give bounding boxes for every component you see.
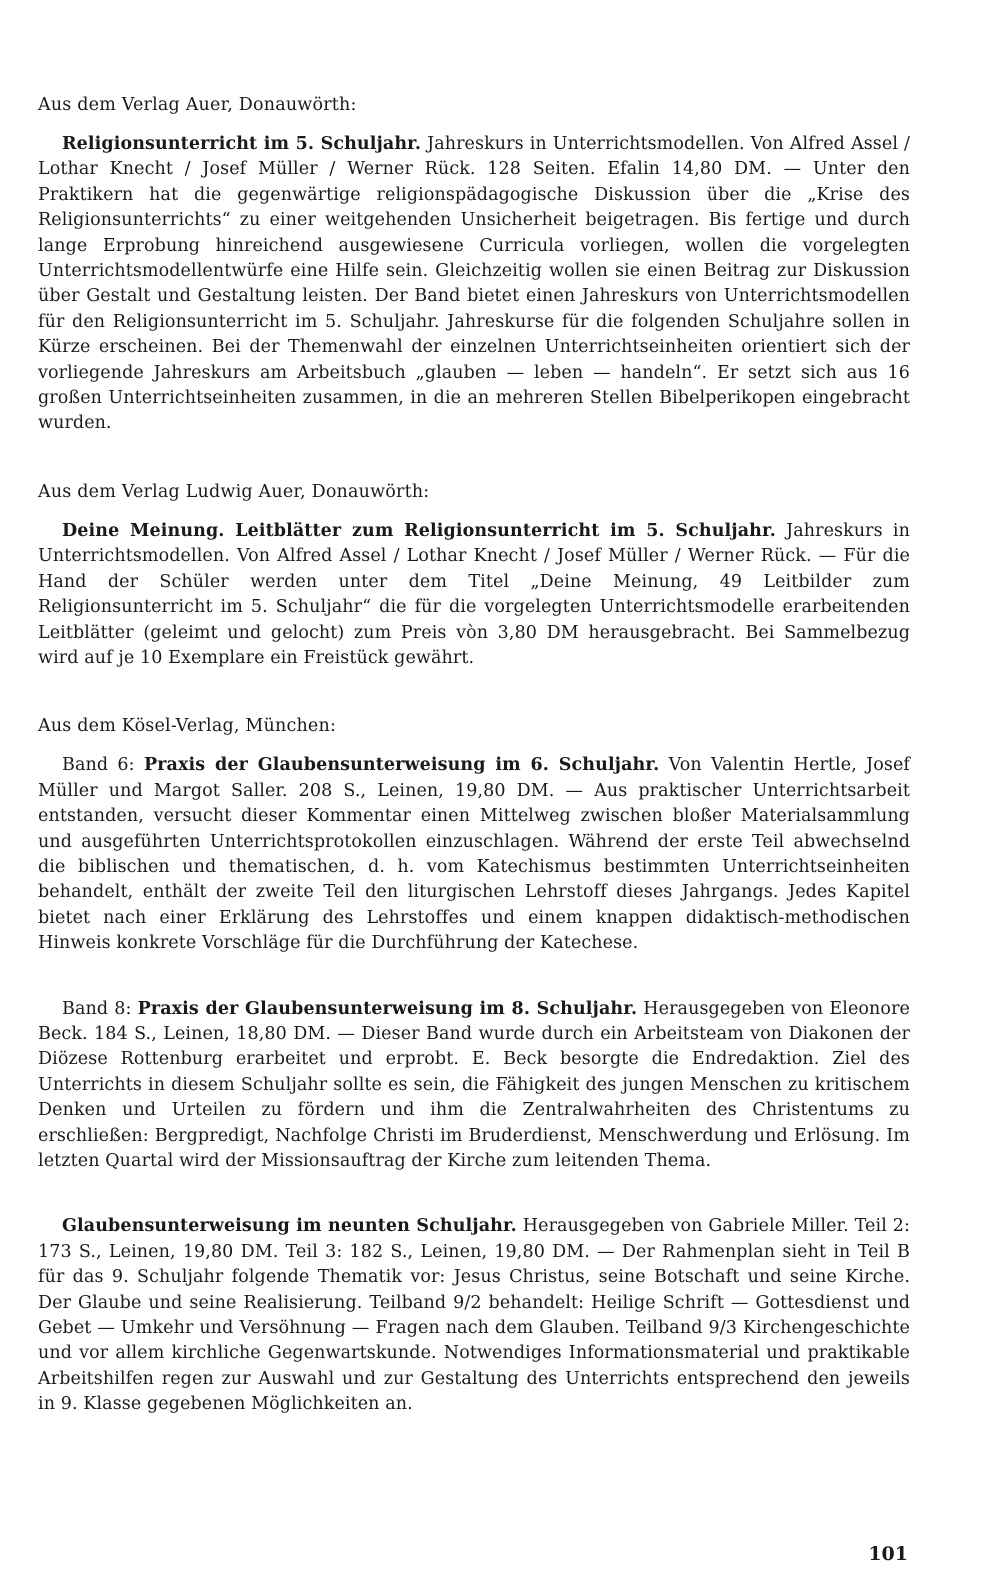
- publisher-heading: Aus dem Verlag Ludwig Auer, Donauwörth:: [38, 481, 430, 502]
- book-title: Praxis der Glaubensunterweisung im 8. Schuljahr.: [137, 998, 638, 1019]
- book-description: Jahreskurs in Unterrichtsmodellen. Von Alfred Assel / Lothar Knecht / Josef Müller / Werner Rück. 128 Seiten. Efalin 14,80 DM. — Unter den Praktikern hat die gegenwärtige religionspädagogische Diskussion über die „Krise des Religionsunterrichts“ zu einer weitgehenden Unsicherheit beigetragen. Bis fertige und durch lange Erprobung hinreichend ausgewiesene Curricula vorliegen, wollen die vorgelegten Unterrichtsmodellentwürfe eine Hilfe sein. Gleichzeitig wollen sie einen Beitrag zur Diskussion über Gestalt und Gestaltung leisten. Der Band bietet einen Jahreskurs von Unterrichtsmodellen für den Religionsunterricht im 5. Schuljahr. Jahreskurse für die folgenden Schuljahre sollen in Kürze erscheinen. Bei der Themenwahl der einzelnen Unterrichtseinheiten orientiert sich der vorliegende Jahreskurs am Arbeitsbuch „glauben — leben — handeln“. Er setzt sich aus 16 großen Unterrichtseinheiten zusammen, in die an mehreren Stellen Bibelperikopen eingebracht wurden.: [38, 134, 911, 434]
- book-description: Von Valentin Hertle, Josef Müller und Margot Saller. 208 S., Leinen, 19,80 DM. — Aus praktischer Unterrichtsarbeit entstanden, versucht dieser Kommentar einen Mittelweg zwischen bloßer Materialsammlung und ausgeführten Unterrichtsprotokollen einzuschlagen. Während der erste Teil abwechselnd die biblischen und thematischen, d. h. vom Katechismus bestimmten Unterrichtseinheiten behandelt, enthält der zweite Teil den liturgischen Lehrstoff dieses Jahrgangs. Jedes Kapitel bietet nach einer Erklärung des Lehrstoffes und einem knappen didaktisch-methodischen Hinweis konkrete Vorschläge für die Durchführung der Katechese.: [38, 755, 911, 954]
- book-description: Herausgegeben von Eleonore Beck. 184 S., Leinen, 18,80 DM. — Dieser Band wurde durch ein Arbeitsteam von Diakonen der Diözese Rottenburg erarbeitet und erprobt. E. Beck besorgte die Endredaktion. Ziel des Unterrichts in diesem Schuljahr sollte es sein, die Fähigkeit des jungen Menschen zu kritischem Denken und Urteilen zu fördern und ihm die Zentralwahrheiten des Christentums zu erschließen: Bergpredigt, Nachfolge Christi im Bruderdienst, Menschwerdung und Erlösung. Im letzten Quartal wird der Missionsauftrag der Kirche zum leitenden Thema.: [38, 998, 910, 1171]
- book-title: Glaubensunterweisung im neunten Schuljahr.: [62, 1216, 517, 1237]
- book-entry: [38, 1214, 910, 1417]
- book-entry: [38, 132, 910, 437]
- page-number: 101: [868, 1543, 908, 1565]
- volume-prefix: Band 6:: [62, 755, 144, 776]
- book-title: Deine Meinung. Leitblätter zum Religionsunterricht im 5. Schuljahr.: [62, 520, 776, 541]
- volume-prefix: Band 8:: [62, 998, 138, 1019]
- book-title: Religionsunterricht im 5. Schuljahr.: [62, 134, 422, 154]
- book-entry: [38, 753, 910, 956]
- page-content: [38, 92, 910, 1418]
- book-description: Herausgegeben von Gabriele Miller. Teil 2: 173 S., Leinen, 19,80 DM. Teil 3: 182 S., Leinen, 19,80 DM. — Der Rahmenplan sieht in Teil B für das 9. Schuljahr folgende Thematik vor: Jesus Christus, seine Botschaft und seine Kirche. Der Glaube und seine Realisierung. Teilband 9/2 behandelt: Heilige Schrift — Gottesdienst und Gebet — Umkehr und Versöhnung — Fragen nach dem Glauben. Teilband 9/3 Kirchengeschichte und vor allem kirchliche Gegenwartskunde. Notwendiges Informationsmaterial und praktikable Arbeitshilfen regen zur Auswahl und zur Gestaltung des Unterrichts entsprechend den jeweils in 9. Klasse gegebenen Möglichkeiten an.: [38, 1216, 910, 1415]
- publisher-heading: Aus dem Kösel-Verlag, München:: [38, 716, 337, 737]
- book-entry: [38, 997, 910, 1175]
- book-entry: [38, 519, 910, 671]
- book-description: Jahreskurs in Unterrichtsmodellen. Von Alfred Assel / Lothar Knecht / Josef Müller / Werner Rück. — Für die Hand der Schüler werden unter dem Titel „Deine Meinung, 49 Leitbilder zum Religionsunterricht im 5. Schuljahr“ die für die vorgelegten Unterrichtsmodelle erarbeitenden Leitblätter (geleimt und gelocht) zum Preis vòn 3,80 DM herausgebracht. Bei Sammelbezug wird auf je 10 Exemplare ein Freistück gewährt.: [38, 520, 910, 668]
- publisher-heading: Aus dem Verlag Auer, Donauwörth:: [38, 95, 357, 115]
- book-title: Praxis der Glaubensunterweisung im 6. Schuljahr.: [143, 755, 660, 776]
